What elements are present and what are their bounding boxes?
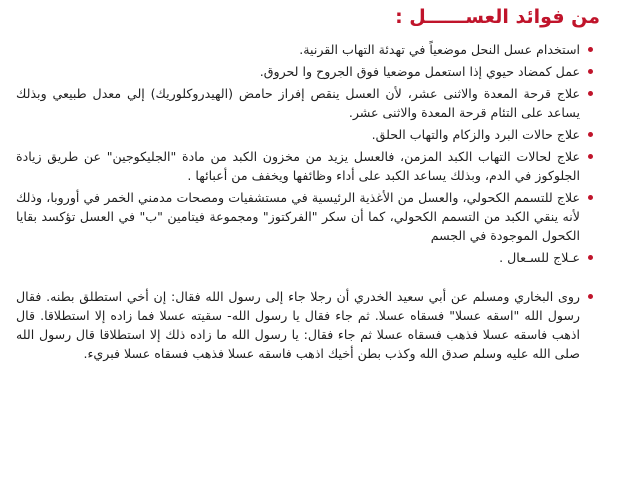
list-item-liver: علاج لحالات التهاب الكبد المزمن، فالعسل يزيد من مخزون الكبد من مادة "الجليكوجين" عن طريق زيادة الجلوكوز في الدم، وبذلك يساعد الكبد على أداء وظائفها ويخفف من أعبائها . [16,147,594,185]
list-item-antibiotic: عمل كمضاد حيوي إذا استعمل موضعيا فوق الجروح وا لحروق. [16,62,594,81]
list-item-cold: علاج حالات البرد والزكام والتهاب الحلق. [16,125,594,144]
list-item-cough: عـلاج للسـعال . [16,248,594,267]
list-item-alcohol: علاج للتسمم الكحولي، والعسل من الأغذية الرئيسية في مستشفيات ومصحات مدمني الخمر في أوروبا، وذلك لأنه ينقي الكبد من التسمم الكحولي، كما أن سكر "الفركتوز" ومجموعة فيتامين "ب" في العسل تؤكسد بقايا الكحول الموجودة في الجسم [16,188,594,245]
benefits-list [16,40,594,363]
list-item-hadith: روى البخاري ومسلم عن أبي سعيد الخدري أن رجلا جاء إلى رسول الله فقال: إن أخي استطلق بطنه. فقال رسول الله "اسقه عسلا" فسقاه عسلا. ثم جاء فقال يا رسول الله- سقيته عسلا فما زاده إلا استطلاقا. قال اذهب فاسقه عسلا فذهب فسقاه عسلا ثم جاء فقال: يا رسول الله ما زاده ذلك إلا استطلاقا قال رسول الله صلى الله عليه وسلم صدق الله وكذب بطن أخيك اذهب فاسقه عسلا فذهب فسقاه عسلا فبريء. [16,287,594,363]
list-item-cornea: استخدام عسل النحل موضعياً في تهدئة التهاب القرنية. [16,40,594,59]
slide-title: من فوائد العســــــل : [395,6,600,28]
slide-content [16,40,594,366]
list-item-ulcer: علاج قرحة المعدة والاثنى عشر، لأن العسل ينقص إفراز حامض (الهيدروكلوريك) إلي معدل طبيعي وبذلك يساعد على التئام قرحة المعدة والاثنى عشر. [16,84,594,122]
